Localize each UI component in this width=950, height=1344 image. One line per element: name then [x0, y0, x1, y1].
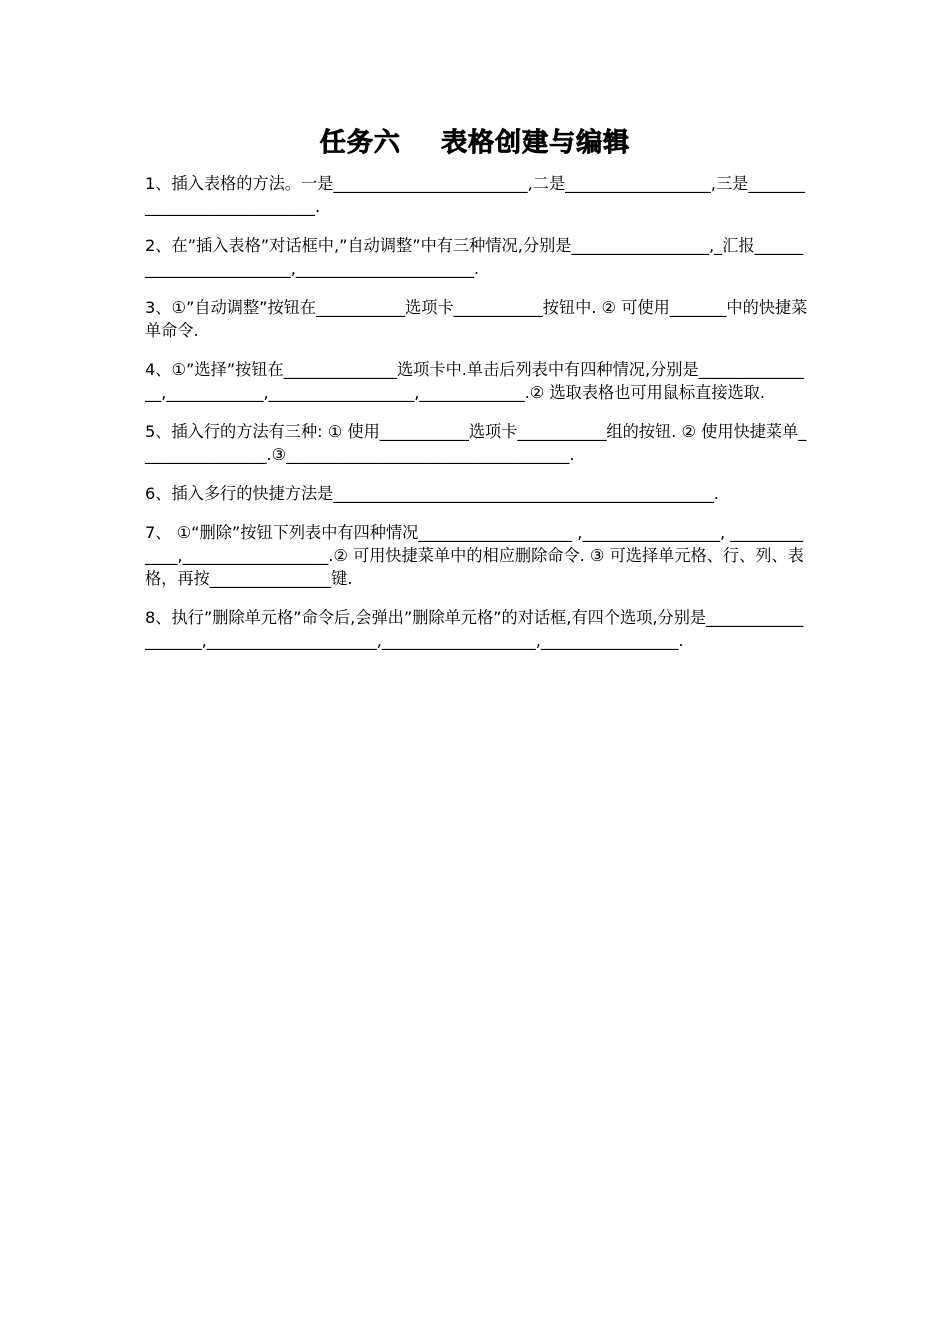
question-text: 3、①”自动调整”按钮在___________选项卡___________按钮中. ② 可使用_______中的快捷菜单命令. — [145, 298, 808, 340]
question-text: 6、插入多行的快捷方法是_______________________________________________. — [145, 484, 719, 503]
question-text: 8、执行”删除单元格”命令后,会弹出”删除单元格”的对话框,有四个选项,分别是___________________,_____________________,___________________,_________________. — [145, 608, 804, 650]
question-text: 5、插入行的方法有三种: ① 使用___________选项卡___________组的按钮. ② 使用快捷菜单________________.③___________________________________. — [145, 422, 807, 464]
question-item-7 — [145, 521, 810, 590]
question-text: 4、①”选择”按钮在______________选项卡中.单击后列表中有四种情况,分别是_______________,____________,__________________,_____________.② 选取表格也可用鼠标直接选取. — [145, 360, 804, 402]
question-item-4 — [145, 358, 810, 404]
question-item-8 — [145, 606, 810, 652]
question-text: 2、在”插入表格”对话框中,”自动调整”中有三种情况,分别是_________________,_汇报________________________,______________________. — [145, 236, 804, 278]
question-item-5 — [145, 420, 810, 466]
question-list — [145, 172, 810, 668]
question-item-1 — [145, 172, 810, 218]
question-item-6 — [145, 482, 810, 505]
question-item-2 — [145, 234, 810, 280]
question-item-3 — [145, 296, 810, 342]
question-text: 7、 ①“删除”按钮下列表中有四种情况___________________ ,_________________, _____________,__________________.② 可用快捷菜单中的相应删除命令. ③ 可选择单元格、行、列、表格，再按_______________键. — [145, 523, 804, 588]
question-text: 1、插入表格的方法。一是________________________,二是__________________,三是____________________________. — [145, 174, 805, 216]
document-title: 任务六 表格创建与编辑 — [319, 128, 631, 158]
